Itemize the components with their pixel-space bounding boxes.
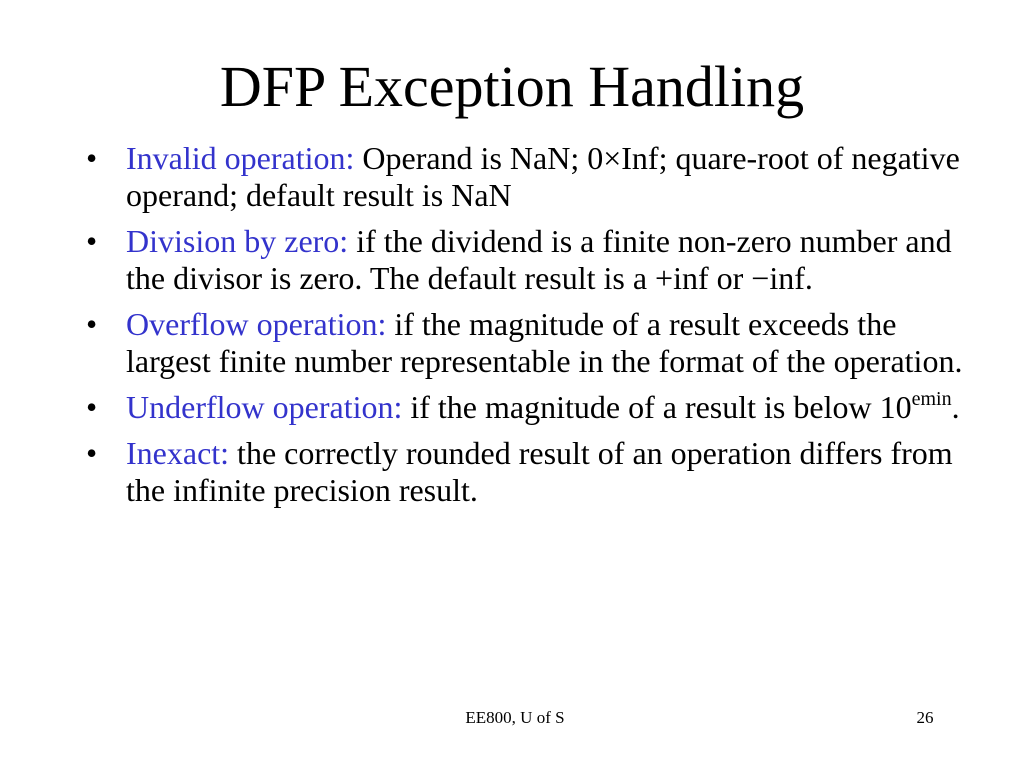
footer-page-number: 26 [916,708,934,727]
bullet-underflow-operation [86,389,976,426]
bullet-inexact [86,435,976,509]
bullet-text: if the magnitude of a result is below 10 [402,389,912,425]
bullet-text-after: . [951,389,960,425]
bullet-term: Inexact: [126,435,230,471]
bullet-term: Overflow operation: [126,306,387,342]
bullet-dot-icon: • [86,140,98,176]
bullet-dot-icon: • [86,223,98,259]
bullet-term: Division by zero: [126,223,349,259]
bullet-text: Operand is NaN; 0×Inf; quare-root of negative operand; default result is NaN [126,140,960,213]
bullet-term: Invalid operation: [126,140,355,176]
bullet-list [86,140,976,518]
bullet-overflow-operation [86,306,976,380]
bullet-dot-icon: • [86,435,98,471]
slide-title: DFP Exception Handling [219,54,805,119]
bullet-dot-icon: • [86,306,98,342]
bullet-text: the correctly rounded result of an operation differs from the infinite precision result. [126,435,953,508]
footer-course: EE800, U of S [465,708,565,727]
bullet-text: if the magnitude of a result exceeds the largest finite number representable in the format of the operation. [126,306,963,379]
bullet-text: if the dividend is a finite non-zero number and the divisor is zero. The default result is a +inf or −inf. [126,223,952,296]
bullet-dot-icon: • [86,389,98,425]
bullet-division-by-zero [86,223,976,297]
bullet-invalid-operation [86,140,976,214]
bullet-superscript: emin [911,388,952,410]
bullet-term: Underflow operation: [126,389,403,425]
